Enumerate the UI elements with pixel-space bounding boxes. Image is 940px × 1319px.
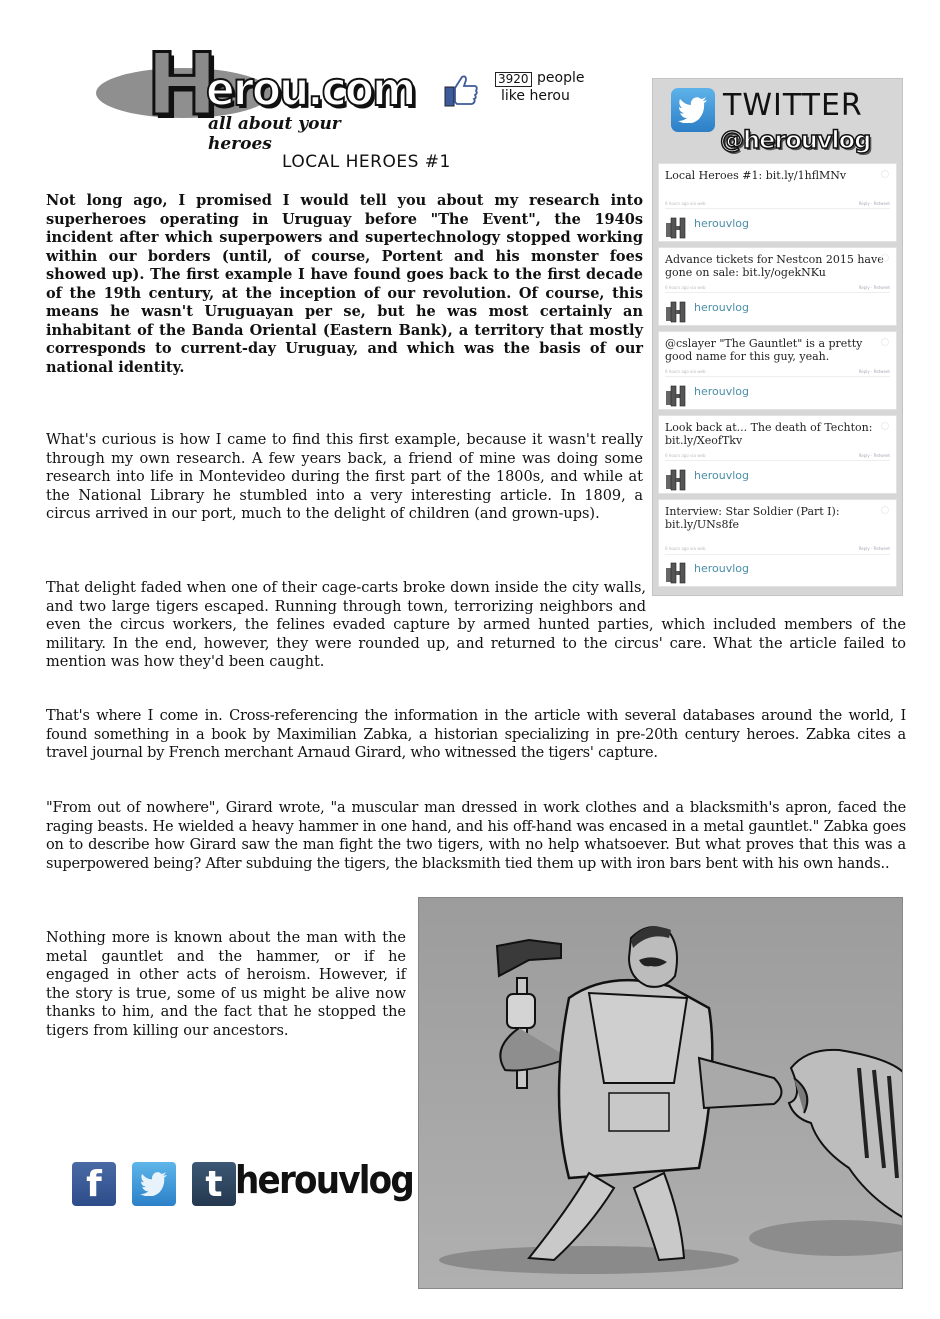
reply-link[interactable]: Reply: [858, 546, 870, 551]
tweet-text[interactable]: Local Heroes #1: bit.ly/1hflMNv: [665, 169, 847, 182]
twitter-bird-icon: [671, 88, 715, 132]
tweet-actions: Reply · Retweet: [858, 285, 890, 290]
tweet-timestamp: 6 hours ago via web: [665, 369, 706, 374]
tweet: [658, 247, 897, 326]
tweet-divider: [665, 376, 890, 377]
retweet-link[interactable]: Retweet: [873, 201, 890, 206]
tweet-username[interactable]: herouvlog: [694, 217, 749, 230]
favorite-icon[interactable]: [881, 170, 889, 178]
tweet-actions: Reply · Retweet: [858, 201, 890, 206]
avatar-icon: [666, 301, 688, 323]
tweet-actions: Reply · Retweet: [858, 369, 890, 374]
reply-link[interactable]: Reply: [858, 285, 870, 290]
avatar-icon: [666, 469, 688, 491]
like-count: 3920: [495, 72, 532, 87]
twitter-handle[interactable]: @herouvlog: [720, 126, 871, 154]
article-paragraph-1: Not long ago, I promised I would tell you about my research into superheroes operating in Uruguay before "The Event", the 1940s incident after which superpowers and supertechnology stopped working within our borders (until, of course, Portent and his monster foes showed up). The first example I have found goes back to the first decade of the 19th century, at the inception of our revolution. Of course, this means he wasn't Uruguayan per se, but he was most certainly an inhabitant of the Banda Oriental (Eastern Bank), a territory that mostly corresponds to current-day Uruguay, and which was the basis of our national identity.: [46, 192, 643, 376]
tweet-text[interactable]: Look back at... The death of Techton: bit.ly/XeofTkv: [665, 421, 873, 447]
twitter-bird-icon: [140, 1172, 168, 1196]
tweet-text[interactable]: Advance tickets for Nestcon 2015 have gone on sale: bit.ly/ogekNKu: [665, 253, 884, 279]
tweet-timestamp: 6 hours ago via web: [665, 546, 706, 551]
avatar-icon: [666, 217, 688, 239]
retweet-link[interactable]: Retweet: [873, 285, 890, 290]
avatar-icon: [666, 385, 688, 407]
retweet-link[interactable]: Retweet: [873, 453, 890, 458]
tweet-username[interactable]: herouvlog: [694, 562, 749, 575]
tweet-username[interactable]: herouvlog: [694, 301, 749, 314]
article-paragraph-2: What's curious is how I came to find this first example, because it wasn't really through my own research. A few years back, a friend of mine was doing some research into life in Montevideo during the first part of the 1800s, and while at the National Library he stumbled into a very interesting article. In 1809, a circus arrived in our port, much to the delight of children (and grown-ups).: [46, 432, 643, 522]
article-paragraph-4: That's where I come in. Cross-referencing the information in the article with several databases around the world, I found something in a book by Maximilian Zabka, a historian specializing in pre-20th century heroes. Zabka cites a travel journal by French merchant Arnaud Girard, who witnessed the tigers' capture.: [46, 708, 906, 761]
tweet-actions: Reply · Retweet: [858, 546, 890, 551]
tweet: [658, 499, 897, 587]
article-title: LOCAL HEROES #1: [282, 152, 451, 172]
tweet-timestamp: 6 hours ago via web: [665, 201, 706, 206]
twitter-header[interactable]: [653, 79, 902, 163]
tweet: [658, 331, 897, 410]
tweet-timestamp: 6 hours ago via web: [665, 453, 706, 458]
avatar-icon: [666, 562, 688, 584]
social-handle[interactable]: herouvlog: [235, 1158, 414, 1202]
favorite-icon[interactable]: [881, 506, 889, 514]
tweet-text[interactable]: @cslayer "The Gauntlet" is a pretty good name for this guy, yeah.: [665, 337, 863, 363]
twitter-widget: [652, 78, 903, 596]
like-label: people: [537, 70, 585, 86]
article-paragraph-3-text: That delight faded when one of their cage-carts broke down inside the city walls, and two large tigers escaped. Running through town, terrorizing neighbors and even the circus workers, the felines evaded capture by armed hunted parties, which included members of the military. In the end, however, they were rounded up, and returned to the circus' care. What the article failed to mention was how they'd been caught.: [46, 580, 906, 670]
tumblr-icon[interactable]: t: [192, 1162, 236, 1206]
tweet-username[interactable]: herouvlog: [694, 385, 749, 398]
thumbs-up-icon: [443, 72, 479, 108]
illustration-drawing: [419, 898, 903, 1289]
like-widget[interactable]: [443, 70, 623, 110]
blacksmith-tiger-illustration: [418, 897, 903, 1289]
logo-tagline: all about your heroes: [208, 114, 341, 154]
like-label-line2: like herou: [501, 88, 570, 104]
logo-wordmark: erou.com: [206, 62, 415, 116]
retweet-link[interactable]: Retweet: [873, 546, 890, 551]
tweet-username[interactable]: herouvlog: [694, 469, 749, 482]
tweet: [658, 415, 897, 494]
tweet-text[interactable]: Interview: Star Soldier (Part I): bit.ly/UNs8fe: [665, 505, 840, 531]
article-paragraph-5: "From out of nowhere", Girard wrote, "a muscular man dressed in work clothes and a blacksmith's apron, faced the raging beasts. He wielded a heavy hammer in one hand, and his off-hand was encased in a metal gauntlet." Zabka goes on to describe how Girard saw the man fight the two tigers, with no help whatsoever. But what proves that this was a superpowered being? After subduing the tigers, the blacksmith tied them up with iron bars bent with his own hands..: [46, 800, 906, 872]
facebook-icon[interactable]: f: [72, 1162, 116, 1206]
twitter-icon[interactable]: [132, 1162, 176, 1206]
retweet-link[interactable]: Retweet: [873, 369, 890, 374]
logo-initial: H: [146, 35, 216, 135]
favorite-icon[interactable]: [881, 422, 889, 430]
tweet-actions: Reply · Retweet: [858, 453, 890, 458]
tweet-timestamp: 6 hours ago via web: [665, 285, 706, 290]
tweet-divider: [665, 208, 890, 209]
site-logo[interactable]: [96, 35, 415, 154]
twitter-title: TWITTER: [723, 88, 863, 123]
reply-link[interactable]: Reply: [858, 369, 870, 374]
reply-link[interactable]: Reply: [858, 453, 870, 458]
reply-link[interactable]: Reply: [858, 201, 870, 206]
tweet-divider: [665, 292, 890, 293]
article-paragraph-6: Nothing more is known about the man with the metal gauntlet and the hammer, or if he engaged in other acts of heroism. However, if the story is true, some of us might be alive now thanks to him, and the fact that he stopped the tigers from killing our ancestors.: [46, 930, 406, 1039]
tweet-divider: [665, 460, 890, 461]
favorite-icon[interactable]: [881, 254, 889, 262]
tweet: [658, 163, 897, 242]
tweet-divider: [665, 554, 890, 555]
favorite-icon[interactable]: [881, 338, 889, 346]
